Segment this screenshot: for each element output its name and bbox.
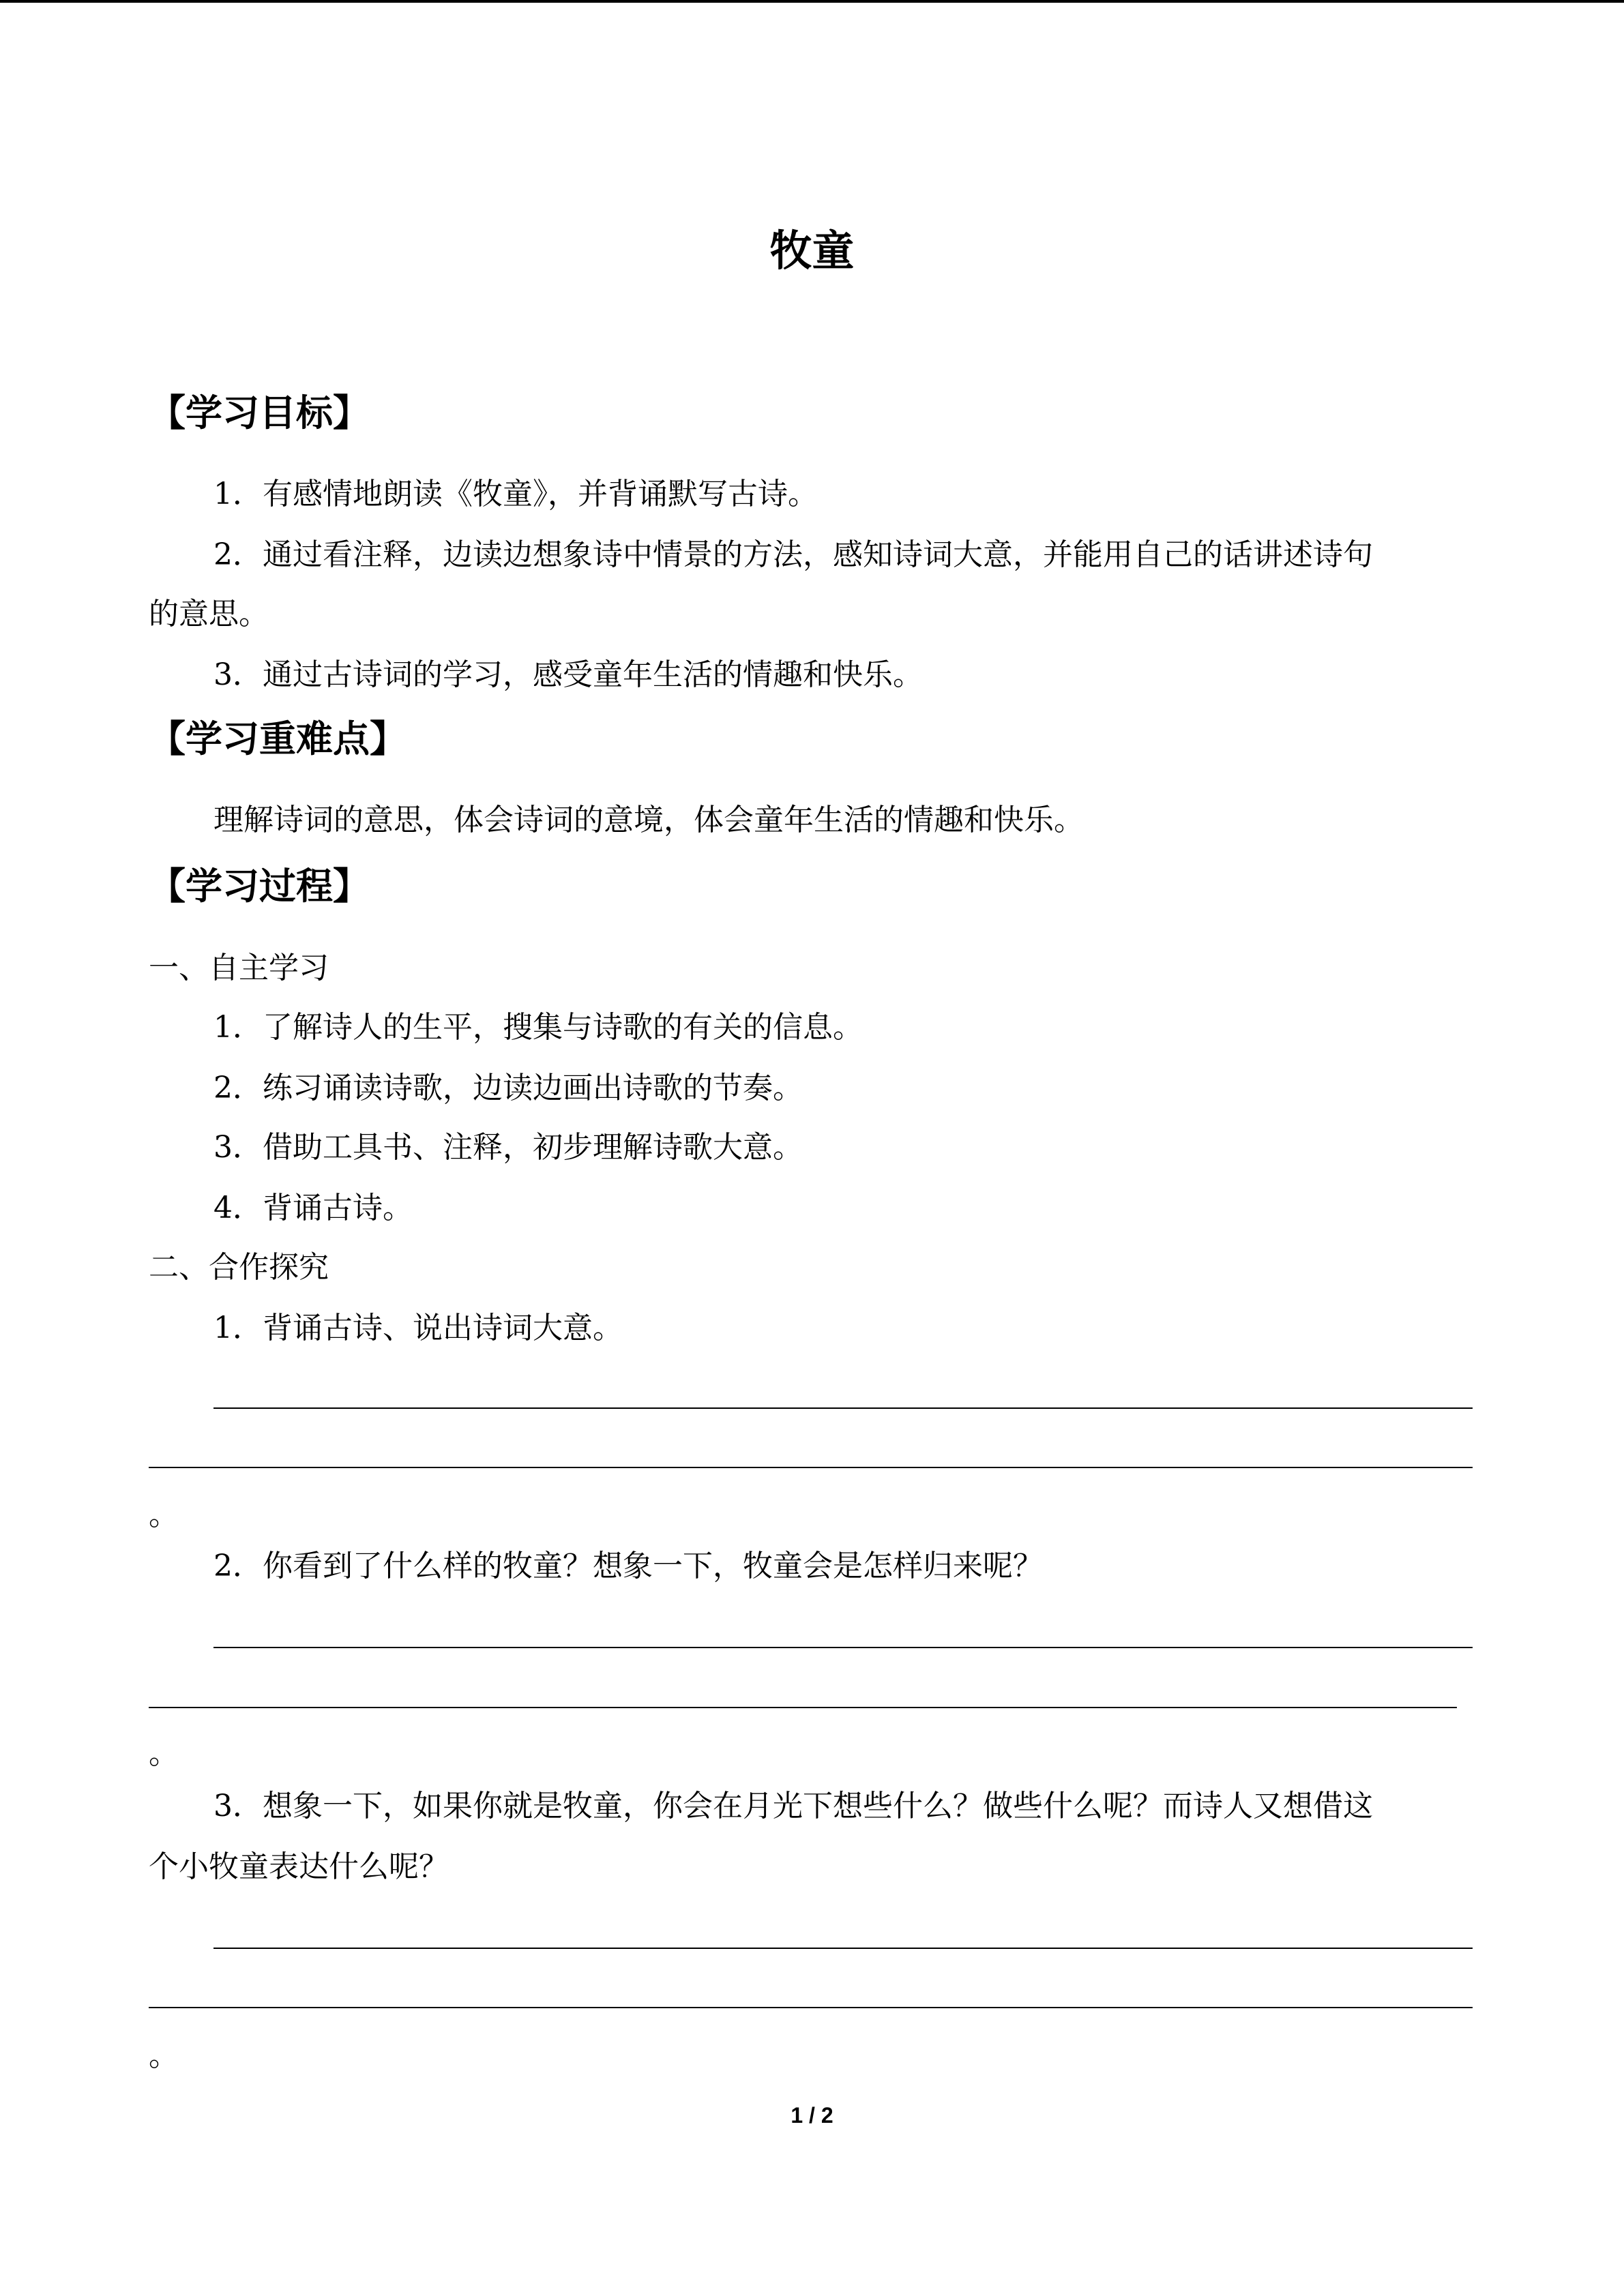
answer-line-3b[interactable] bbox=[149, 2007, 1473, 2008]
answer-line-3a[interactable] bbox=[213, 1948, 1473, 1949]
answer-end-mark-3: 。 bbox=[149, 2038, 179, 2073]
document-title: 牧童 bbox=[769, 226, 855, 275]
answer-line-2b[interactable] bbox=[149, 1707, 1457, 1708]
process-heading: 【学习过程】 bbox=[149, 864, 370, 908]
key-points-text: 理解诗词的意思，体会诗词的意境，体会童年生活的情趣和快乐。 bbox=[213, 803, 1084, 837]
answer-end-mark-1: 。 bbox=[149, 1497, 179, 1532]
objectives-heading: 【学习目标】 bbox=[149, 391, 370, 434]
part1-title: 一、自主学习 bbox=[149, 951, 329, 985]
question-3-line-2: 个小牧童表达什么呢？ bbox=[149, 1849, 449, 1884]
page-top-border bbox=[0, 0, 1624, 3]
part1-item-3: 3．借助工具书、注释，初步理解诗歌大意。 bbox=[213, 1130, 803, 1165]
objective-item-1: 1．有感情地朗读《牧童》，并背诵默写古诗。 bbox=[213, 477, 818, 511]
objective-item-2-cont: 的意思。 bbox=[149, 597, 269, 631]
page-number: 1 / 2 bbox=[791, 2103, 833, 2128]
answer-line-1a[interactable] bbox=[213, 1407, 1473, 1409]
objective-item-3: 3．通过古诗词的学习，感受童年生活的情趣和快乐。 bbox=[213, 657, 923, 692]
question-2: 2．你看到了什么样的牧童？想象一下，牧童会是怎样归来呢？ bbox=[213, 1549, 1043, 1583]
question-1: 1．背诵古诗、说出诗词大意。 bbox=[213, 1311, 623, 1345]
part2-title: 二、合作探究 bbox=[149, 1250, 329, 1285]
answer-line-1b[interactable] bbox=[149, 1467, 1473, 1468]
part1-item-1: 1．了解诗人的生平，搜集与诗歌的有关的信息。 bbox=[213, 1010, 863, 1045]
answer-end-mark-2: 。 bbox=[149, 1736, 179, 1771]
key-points-heading: 【学习重难点】 bbox=[149, 717, 407, 760]
question-3-line-1: 3．想象一下，如果你就是牧童，你会在月光下想些什么？做些什么呢？而诗人又想借这 bbox=[213, 1789, 1373, 1823]
answer-line-2a[interactable] bbox=[213, 1647, 1473, 1648]
objective-item-2: 2．通过看注释，边读边想象诗中情景的方法，感知诗词大意，并能用自己的话讲述诗句 bbox=[213, 537, 1373, 572]
part1-item-2: 2．练习诵读诗歌，边读边画出诗歌的节奏。 bbox=[213, 1071, 803, 1105]
part1-item-4: 4．背诵古诗。 bbox=[213, 1191, 413, 1225]
